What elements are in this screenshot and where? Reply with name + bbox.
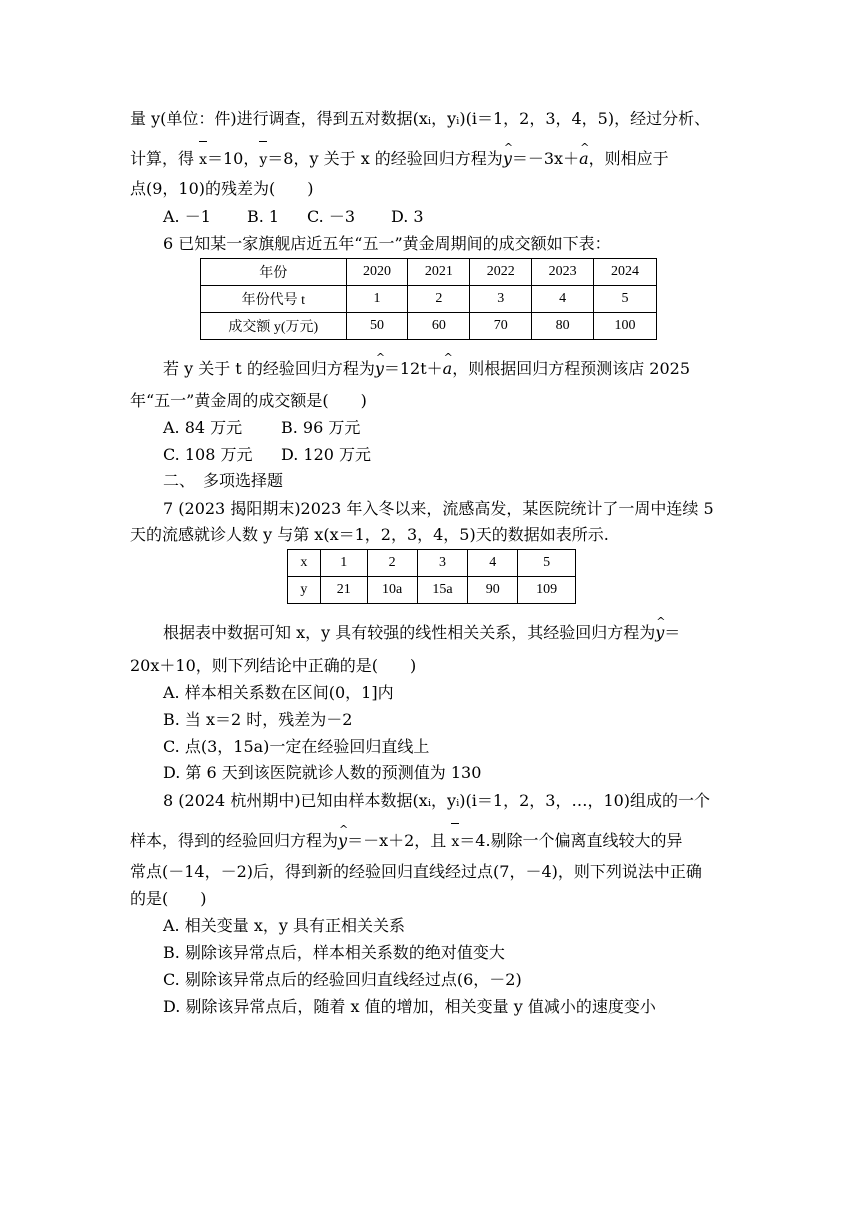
- q8-option-a: A. 相关变量 x，y 具有正相关关系: [163, 916, 405, 935]
- q5-text: ＝－3x＋: [511, 149, 580, 168]
- y-bar-symbol: y: [259, 149, 267, 171]
- table-cell: 109: [518, 577, 576, 604]
- table-cell: 60: [408, 313, 470, 340]
- q7-stem-line1: 7 (2023 揭阳期末)2023 年入冬以来，流感高发，某医院统计了一周中连续 5: [163, 499, 714, 518]
- q7-table: [287, 549, 576, 604]
- q7-stem-line2: 天的流感就诊人数 y 与第 x(x＝1，2，3，4，5)天的数据如表所示.: [130, 525, 609, 544]
- table-cell: 1: [320, 550, 367, 577]
- table-cell: 100: [594, 313, 657, 340]
- q5-options: [163, 206, 424, 228]
- section-heading: 二、 多项选择题: [163, 471, 284, 490]
- table-cell: 2: [367, 550, 417, 577]
- q7-text: ＝: [664, 623, 681, 642]
- q8-stem-line3: 常点(－14，－2)后，得到新的经验回归直线经过点(7，－4)，则下列说法中正确: [130, 862, 702, 881]
- table-cell: 50: [346, 313, 408, 340]
- q7-option-d: D. 第 6 天到该医院就诊人数的预测值为 130: [163, 763, 482, 782]
- q8-text: 样本，得到的经验回归方程为: [130, 831, 339, 850]
- table-cell: 15a: [417, 577, 468, 604]
- q5-line3: 点(9，10)的残差为( ): [130, 179, 314, 198]
- table-cell: 1: [346, 286, 408, 313]
- q6-after-line1: [163, 358, 690, 380]
- table-cell: x: [288, 550, 321, 577]
- table-cell: 3: [470, 286, 532, 313]
- q6-option-c: C. 108 万元: [163, 445, 253, 464]
- q6-options-row2: [163, 444, 371, 466]
- table-cell: 4: [532, 286, 594, 313]
- table-cell: 年份代号 t: [201, 286, 347, 313]
- q5-option-b: B. 1: [247, 207, 280, 226]
- q5-text: ＝10，: [207, 149, 260, 168]
- q5-option-a: A. －1: [163, 207, 211, 226]
- q7-after-line1: [163, 622, 680, 644]
- table-cell: 2020: [346, 259, 408, 286]
- q5-line1: 量 y(单位：件)进行调查，得到五对数据(xᵢ，yᵢ)(i＝1，2，3，4，5)，经过分析、: [130, 109, 711, 128]
- table-cell: 2024: [594, 259, 657, 286]
- y-hat-symbol: ^ y: [503, 148, 512, 170]
- q5-text: 计算，得: [130, 149, 200, 168]
- table-row: [201, 286, 657, 313]
- q6-text: ，则根据回归方程预测该店 2025: [452, 359, 691, 378]
- q8-option-d: D. 剔除该异常点后，随着 x 值的增加，相关变量 y 值减小的速度变小: [163, 997, 656, 1016]
- q8-option-c: C. 剔除该异常点后的经验回归直线经过点(6，－2): [163, 970, 522, 989]
- q6-option-a: A. 84 万元: [163, 418, 243, 437]
- q8-stem-line4: 的是( ): [130, 889, 207, 908]
- q7-option-b: B. 当 x＝2 时，残差为－2: [163, 710, 353, 729]
- q5-option-c: C. －3: [307, 207, 356, 226]
- q6-text: ＝12t＋: [383, 359, 443, 378]
- table-cell: y: [288, 577, 321, 604]
- table-cell: 21: [320, 577, 367, 604]
- y-hat-symbol: ^ y: [655, 622, 664, 644]
- a-hat-symbol: ^ a: [579, 148, 589, 170]
- q8-stem-line2: [130, 830, 683, 853]
- q6-table: [200, 258, 657, 340]
- q6-option-b: B. 96 万元: [281, 418, 361, 437]
- q6-text: 若 y 关于 t 的经验回归方程为: [163, 359, 375, 378]
- table-cell: 5: [594, 286, 657, 313]
- table-cell: 2022: [470, 259, 532, 286]
- table-cell: 2: [408, 286, 470, 313]
- x-bar-symbol: x: [451, 831, 459, 853]
- table-cell: 2023: [532, 259, 594, 286]
- q7-after-line2: 20x＋10，则下列结论中正确的是( ): [130, 656, 417, 675]
- q5-option-d: D. 3: [391, 207, 424, 226]
- table-row: [288, 577, 576, 604]
- table-cell: 年份: [201, 259, 347, 286]
- table-cell: 4: [468, 550, 518, 577]
- table-cell: 10a: [367, 577, 417, 604]
- table-cell: 90: [468, 577, 518, 604]
- table-row: [288, 550, 576, 577]
- q5-text: ，则相应于: [588, 149, 669, 168]
- q8-stem-line1: 8 (2024 杭州期中)已知由样本数据(xᵢ，yᵢ)(i＝1，2，3，…，10)组成的一个: [163, 791, 711, 810]
- table-row: [201, 259, 657, 286]
- q8-option-b: B. 剔除该异常点后，样本相关系数的绝对值变大: [163, 943, 505, 962]
- a-hat-symbol: ^ a: [443, 358, 453, 380]
- table-row: [201, 313, 657, 340]
- y-hat-symbol: ^ y: [338, 830, 347, 852]
- q5-text: ＝8，y 关于 x 的经验回归方程为: [267, 149, 503, 168]
- q6-option-d: D. 120 万元: [281, 445, 372, 464]
- q7-option-c: C. 点(3，15a)一定在经验回归直线上: [163, 737, 430, 756]
- table-cell: 成交额 y(万元): [201, 313, 347, 340]
- q5-line2: [130, 148, 669, 171]
- x-bar-symbol: x: [199, 149, 207, 171]
- table-cell: 3: [417, 550, 468, 577]
- table-cell: 80: [532, 313, 594, 340]
- y-hat-symbol: ^ y: [375, 358, 384, 380]
- q6-after-line2: 年“五一”黄金周的成交额是( ): [130, 391, 367, 410]
- q6-stem: 6 已知某一家旗舰店近五年“五一”黄金周期间的成交额如下表：: [163, 234, 611, 253]
- q8-text: ＝4.剔除一个偏离直线较大的异: [459, 831, 683, 850]
- q7-option-a: A. 样本相关系数在区间(0，1]内: [163, 683, 394, 702]
- table-cell: 70: [470, 313, 532, 340]
- q7-text: 根据表中数据可知 x，y 具有较强的线性相关关系，其经验回归方程为: [163, 623, 656, 642]
- table-cell: 5: [518, 550, 576, 577]
- q6-options-row1: [163, 417, 360, 439]
- table-cell: 2021: [408, 259, 470, 286]
- q8-text: ＝－x＋2，且: [347, 831, 452, 850]
